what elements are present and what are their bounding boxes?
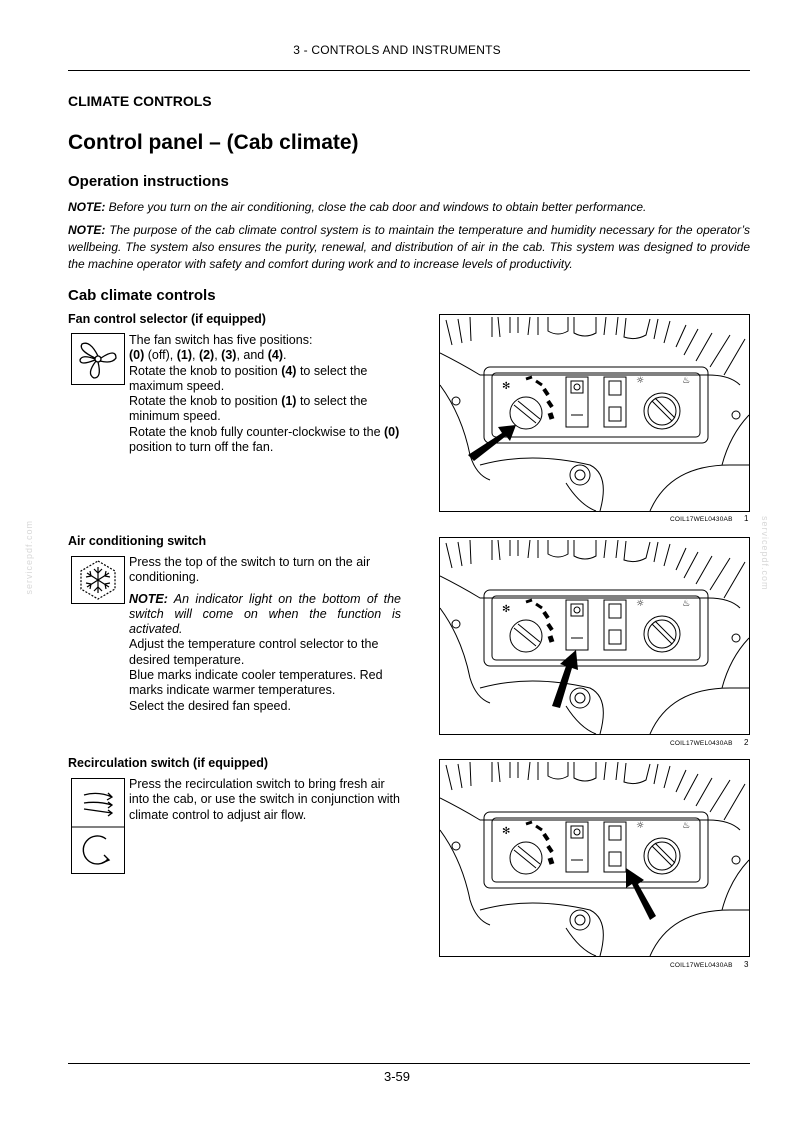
- note-text: The purpose of the cab climate control system is to maintain the temperature and humidity necessary for the operator’s wellbeing. The system also ensures the purity, renewal, and distribution of air in the cab. This system was designed to provide the machine operator with safety and comfort during work and to increase levels of productivity.: [68, 223, 750, 271]
- header-rule: [68, 70, 750, 71]
- pos-3: (3): [221, 348, 237, 363]
- figure-recirc-panel: [439, 759, 750, 957]
- recirc-line: Press the recirculation switch to bring fresh air into the cab, or use the switch in conjunction with climate control to adjust air flow.: [129, 777, 400, 822]
- note-label: NOTE:: [68, 223, 106, 237]
- txt: ,: [191, 348, 199, 363]
- fan-line: [129, 394, 401, 425]
- figure-number: 1: [744, 514, 749, 523]
- cab-climate-heading: Cab climate controls: [68, 287, 216, 304]
- fresh-air-icon: [84, 793, 112, 816]
- recirc-text: [129, 777, 401, 823]
- txt: Rotate the knob to position: [129, 363, 282, 378]
- note-text: Before you turn on the air conditioning, close the cab door and windows to obtain better performance.: [105, 200, 647, 214]
- note-label: NOTE:: [68, 200, 106, 214]
- txt: (off),: [144, 348, 177, 363]
- txt: Rotate the knob fully counter-clockwise to the: [129, 424, 384, 439]
- txt: ,: [214, 348, 222, 363]
- figure-fan-panel: [439, 314, 750, 512]
- txt: .: [283, 348, 287, 363]
- figure-ac-panel: [439, 537, 750, 735]
- txt: to select the minimum speed.: [129, 394, 368, 424]
- pos-1: (1): [176, 348, 192, 363]
- section-title: CLIMATE CONTROLS: [68, 93, 212, 109]
- figure-caption: COIL17WEL0430AB: [670, 962, 733, 969]
- figure-number: 2: [744, 738, 749, 747]
- fan-line: The fan switch has five positions:: [129, 333, 313, 347]
- txt: Rotate the knob to position: [129, 394, 282, 409]
- note-purpose: [68, 222, 750, 273]
- watermark-right: servicepdf.com: [760, 516, 770, 591]
- ac-line: Select the desired fan speed.: [129, 698, 291, 713]
- pos: (1): [281, 394, 297, 409]
- fan-icon: [71, 333, 125, 385]
- pos-4: (4): [267, 348, 284, 363]
- fan-positions: [129, 348, 401, 363]
- fan-line: [129, 425, 401, 456]
- snowflake-icon: [71, 556, 125, 604]
- pos-2: (2): [198, 348, 215, 363]
- recirc-icon-box: [71, 778, 125, 874]
- txt: to select the maximum speed.: [129, 363, 368, 393]
- fan-line: [129, 364, 401, 395]
- fan-heading: Fan control selector (if equipped): [68, 312, 266, 326]
- page-number: 3-59: [383, 1069, 411, 1084]
- ac-note: [129, 592, 401, 638]
- ac-text: [129, 555, 401, 714]
- note-label: NOTE:: [129, 591, 168, 606]
- ac-heading: Air conditioning switch: [68, 534, 207, 548]
- ac-line: Adjust the temperature control selector to the desired temperature.: [129, 637, 379, 667]
- pos-0: (0): [129, 348, 145, 363]
- txt: position to turn off the fan.: [129, 440, 274, 455]
- ac-line: Blue marks indicate cooler temperatures. Red marks indicate warmer temperatures.: [129, 668, 383, 698]
- footer-rule: [68, 1063, 750, 1064]
- page-title: Control panel – (Cab climate): [68, 131, 359, 154]
- figure-number: 3: [744, 960, 749, 969]
- figure-caption: COIL17WEL0430AB: [670, 740, 733, 747]
- ac-line: Press the top of the switch to turn on the air conditioning.: [129, 555, 371, 585]
- note-doors: [68, 199, 750, 216]
- recirculation-icon: [83, 836, 109, 864]
- pos: (0): [384, 424, 400, 439]
- pos: (4): [281, 363, 297, 378]
- watermark-left: servicepdf.com: [24, 520, 34, 595]
- operation-heading: Operation instructions: [68, 173, 229, 190]
- txt: , and: [236, 348, 268, 363]
- chapter-header: 3 - CONTROLS AND INSTRUMENTS: [293, 43, 501, 57]
- figure-caption: COIL17WEL0430AB: [670, 516, 733, 523]
- note-text: An indicator light on the bottom of the switch will come on when the function is activated.: [129, 591, 401, 637]
- fan-text: [129, 333, 401, 455]
- recirc-heading: Recirculation switch (if equipped): [68, 756, 269, 770]
